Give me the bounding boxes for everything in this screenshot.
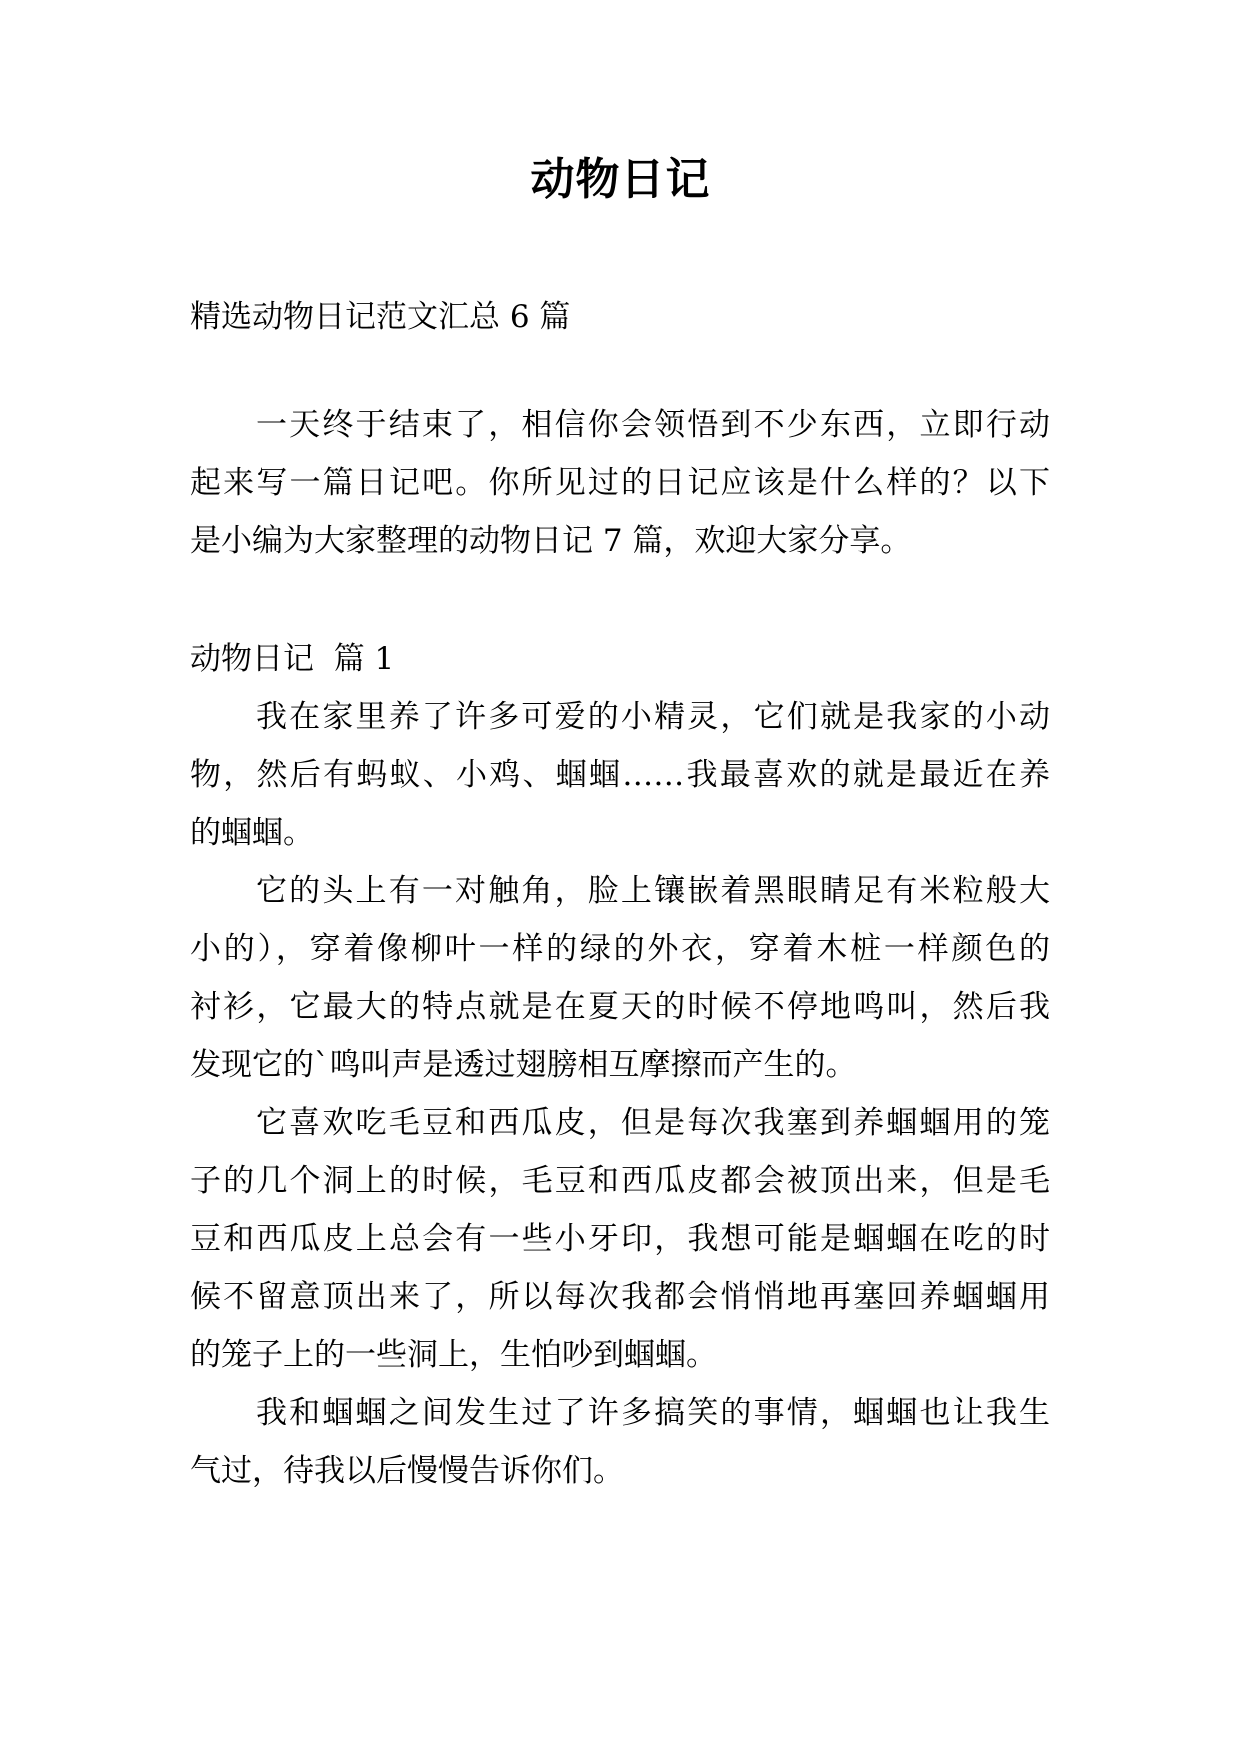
paragraph-line: 的蝈蝈。 xyxy=(190,815,314,851)
paragraph-line: 子的几个洞上的时候，毛豆和西瓜皮都会被顶出来，但是毛 xyxy=(190,1163,1050,1199)
document-title: 动物日记 xyxy=(530,154,711,205)
paragraph-line: 豆和西瓜皮上总会有一些小牙印，我想可能是蝈蝈在吃的时 xyxy=(190,1221,1050,1257)
document-body xyxy=(190,288,1050,1500)
paragraph-line: 衬衫，它最大的特点就是在夏天的时候不停地鸣叫，然后我 xyxy=(190,989,1050,1025)
paragraph-line: 小的），穿着像柳叶一样的绿的外衣，穿着木桩一样颜色的 xyxy=(190,931,1050,967)
spacer xyxy=(190,570,1050,630)
body-paragraph-3 xyxy=(190,1094,1050,1384)
paragraph-line: 发现它的`鸣叫声是透过翅膀相互摩擦而产生的。 xyxy=(190,1047,857,1083)
paragraph-line: 气过，待我以后慢慢告诉你们。 xyxy=(190,1453,624,1489)
paragraph-line: 我在家里养了许多可爱的小精灵，它们就是我家的小动 xyxy=(256,699,1050,735)
body-paragraph-4 xyxy=(190,1384,1050,1500)
document-subtitle: 精选动物日记范文汇总 6 篇 xyxy=(190,299,571,335)
body-paragraph-1 xyxy=(190,688,1050,862)
body-paragraph-2 xyxy=(190,862,1050,1094)
section-heading: 动物日记 篇 1 xyxy=(190,641,395,677)
intro-paragraph xyxy=(190,396,1050,570)
paragraph-line: 物，然后有蚂蚁、小鸡、蝈蝈……我最喜欢的就是最近在养 xyxy=(190,757,1050,793)
paragraph-line: 候不留意顶出来了，所以每次我都会悄悄地再塞回养蝈蝈用 xyxy=(190,1279,1050,1315)
spacer xyxy=(190,346,1050,396)
intro-line: 一天终于结束了，相信你会领悟到不少东西，立即行动 xyxy=(256,407,1050,443)
paragraph-line: 它喜欢吃毛豆和西瓜皮，但是每次我塞到养蝈蝈用的笼 xyxy=(256,1105,1050,1141)
intro-line: 起来写一篇日记吧。你所见过的日记应该是什么样的？以下 xyxy=(190,465,1050,501)
paragraph-line: 它的头上有一对触角，脸上镶嵌着黑眼睛足有米粒般大 xyxy=(256,873,1050,909)
paragraph-line: 的笼子上的一些洞上，生怕吵到蝈蝈。 xyxy=(190,1337,717,1373)
paragraph-line: 我和蝈蝈之间发生过了许多搞笑的事情，蝈蝈也让我生 xyxy=(256,1395,1050,1431)
intro-line: 是小编为大家整理的动物日记 7 篇，欢迎大家分享。 xyxy=(190,523,912,559)
